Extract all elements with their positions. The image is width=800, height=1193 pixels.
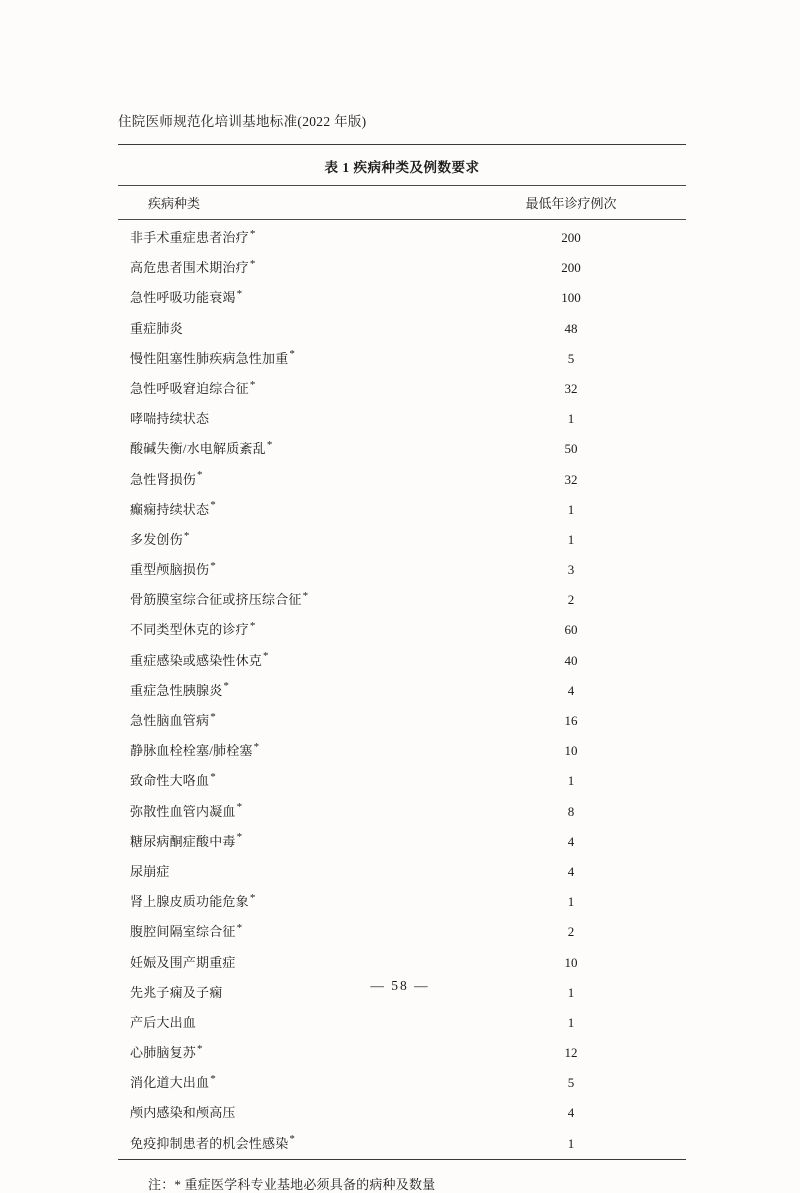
table-row [118, 493, 686, 523]
disease-name-text: 肾上腺皮质功能危象 [130, 894, 249, 910]
footnote-marker: * [210, 771, 216, 784]
disease-name [118, 825, 456, 855]
disease-name-text: 糖尿病酮症酸中毒 [130, 833, 236, 849]
disease-name-text: 静脉血栓栓塞/肺栓塞 [130, 743, 253, 759]
disease-count: 60 [564, 622, 578, 638]
footnote-marker: * [236, 801, 243, 814]
disease-name-text: 重型颅脑损伤 [130, 562, 210, 578]
table-row [118, 553, 686, 583]
disease-count: 2 [567, 592, 575, 608]
disease-count: 12 [564, 1045, 578, 1061]
page-content [118, 110, 686, 1193]
table-row [118, 704, 686, 734]
disease-name [118, 1127, 456, 1157]
footnote-marker: * [249, 257, 256, 270]
disease-name-text: 酸碱失衡/水电解质紊乱 [130, 441, 266, 457]
disease-name [118, 1006, 456, 1036]
table-header-row [118, 186, 686, 220]
table-row [118, 1006, 686, 1036]
disease-count: 8 [567, 803, 575, 819]
disease-count: 32 [564, 380, 578, 396]
table-row [118, 433, 686, 463]
disease-name-text: 重症感染或感染性休克 [130, 652, 263, 668]
column-header-disease: 疾病种类 [148, 196, 201, 211]
disease-name-text: 慢性阻塞性肺疾病急性加重 [130, 350, 289, 366]
disease-name [118, 342, 456, 372]
footnote-marker: * [249, 620, 256, 633]
table-row [118, 674, 686, 704]
table-row [118, 342, 686, 372]
table-body [118, 220, 686, 1158]
running-head: 住院医师规范化培训基地标准(2022 年版) [118, 114, 367, 129]
disease-name-text: 弥散性血管内凝血 [130, 803, 236, 819]
disease-name-text: 癫痫持续状态 [130, 501, 210, 517]
table-row [118, 735, 686, 765]
table-head [118, 186, 686, 220]
disease-name [118, 220, 456, 252]
disease-name [118, 403, 456, 433]
disease-count: 100 [561, 290, 581, 306]
table-row [118, 220, 686, 252]
disease-count: 1 [567, 894, 575, 910]
disease-count: 5 [567, 350, 575, 366]
disease-name [118, 372, 456, 402]
disease-name [118, 493, 456, 523]
disease-name-text: 重症肺炎 [130, 320, 183, 336]
disease-name-text: 高危患者围术期治疗 [130, 260, 249, 276]
footnote-marker: * [210, 499, 216, 512]
disease-count: 200 [561, 260, 581, 276]
footnote-marker: * [236, 921, 243, 934]
table-row [118, 825, 686, 855]
table-row [118, 795, 686, 825]
disease-count: 3 [567, 562, 575, 578]
disease-name [118, 252, 456, 282]
disease-count: 32 [564, 471, 578, 487]
disease-name-text: 消化道大出血 [130, 1075, 210, 1091]
table-row [118, 523, 686, 553]
table-row [118, 372, 686, 402]
table-row [118, 1097, 686, 1127]
disease-name-text: 产后大出血 [130, 1014, 197, 1030]
disease-name [118, 855, 456, 885]
disease-name [118, 433, 456, 463]
disease-name-text: 致命性大咯血 [130, 773, 210, 789]
table-caption [118, 145, 686, 185]
disease-count: 1 [567, 411, 575, 427]
disease-count: 10 [564, 743, 578, 759]
table-row [118, 403, 686, 433]
disease-name [118, 644, 456, 674]
table-row [118, 463, 686, 493]
disease-name [118, 735, 456, 765]
disease-count: 1 [567, 1135, 575, 1151]
footnote-marker: * [210, 710, 216, 723]
disease-name-text: 心肺脑复苏 [130, 1045, 197, 1061]
disease-name-text: 妊娠及围产期重症 [130, 954, 236, 970]
disease-count: 1 [567, 501, 575, 517]
footnote-marker: * [289, 348, 296, 361]
disease-count: 4 [567, 833, 575, 849]
disease-name [118, 614, 456, 644]
footnote-marker: * [249, 378, 256, 391]
footnote-marker: * [197, 1042, 203, 1055]
disease-count: 5 [567, 1075, 575, 1091]
disease-count: 1 [567, 531, 575, 547]
disease-name [118, 463, 456, 493]
table-row [118, 886, 686, 916]
footnote-marker: * [236, 288, 243, 301]
table-row [118, 1067, 686, 1097]
table-note: 注：* 重症医学科专业基地必须具备的病种及数量 [148, 1177, 436, 1193]
footnote-marker: * [223, 680, 230, 693]
disease-name-text: 先兆子痫及子痫 [130, 984, 223, 1000]
footnote-marker: * [289, 1133, 296, 1146]
disease-name-text: 重症急性胰腺炎 [130, 682, 223, 698]
disease-name-text: 急性呼吸功能衰竭 [130, 290, 236, 306]
disease-name-text: 急性脑血管病 [130, 713, 210, 728]
table-row [118, 1127, 686, 1157]
footnote-marker: * [249, 891, 256, 904]
footnote-marker: * [302, 589, 309, 602]
table-row [118, 312, 686, 342]
disease-name [118, 946, 456, 976]
disease-name-text: 急性呼吸窘迫综合征 [130, 380, 249, 396]
disease-name [118, 886, 456, 916]
column-header-count: 最低年诊疗例次 [525, 196, 617, 211]
disease-count: 50 [564, 441, 578, 457]
disease-count: 4 [567, 863, 575, 879]
disease-name [118, 795, 456, 825]
disease-count: 1 [567, 984, 575, 1000]
footnote-marker: * [210, 1072, 216, 1085]
table-row [118, 614, 686, 644]
disease-name [118, 584, 456, 614]
footnote-marker: * [210, 559, 216, 572]
disease-name-text: 颅内感染和颅高压 [130, 1105, 236, 1121]
footnote-marker: * [266, 438, 273, 451]
disease-count: 40 [564, 652, 578, 668]
disease-name [118, 765, 456, 795]
disease-count: 1 [567, 773, 575, 789]
table-row [118, 916, 686, 946]
table-row [118, 1036, 686, 1066]
disease-name [118, 1067, 456, 1097]
footnote-marker: * [253, 740, 260, 753]
disease-name [118, 523, 456, 553]
disease-name [118, 282, 456, 312]
disease-name-text: 尿崩症 [130, 863, 170, 879]
disease-count: 2 [567, 924, 575, 940]
disease-name [118, 1097, 456, 1127]
table-row [118, 584, 686, 614]
table-row [118, 765, 686, 795]
disease-count: 200 [456, 220, 686, 252]
disease-count: 4 [567, 682, 575, 698]
footnote-marker: * [236, 831, 243, 844]
disease-count: 48 [564, 320, 578, 336]
table-row [118, 644, 686, 674]
disease-count: 4 [567, 1105, 575, 1121]
disease-name [118, 674, 456, 704]
disease-requirements-table [118, 186, 686, 1157]
disease-name-text: 急性肾损伤 [130, 471, 197, 487]
disease-name [118, 312, 456, 342]
footnote-marker: * [249, 227, 256, 240]
disease-name-text: 多发创伤 [130, 531, 183, 547]
disease-name-text: 骨筋膜室综合征或挤压综合征 [130, 592, 302, 608]
disease-name [118, 704, 456, 734]
disease-name-text: 免疫抑制患者的机会性感染 [130, 1135, 289, 1151]
disease-name [118, 553, 456, 583]
disease-name-text: 腹腔间隔室综合征 [130, 924, 236, 940]
table-caption-text: 表 1 疾病种类及例数要求 [324, 160, 480, 175]
disease-name-text: 非手术重症患者治疗 [130, 230, 249, 245]
disease-name-text: 哮喘持续状态 [130, 411, 210, 427]
footnote-marker: * [263, 650, 269, 663]
table-row [118, 855, 686, 885]
disease-count: 16 [564, 713, 578, 728]
disease-name-text: 不同类型休克的诊疗 [130, 622, 249, 638]
disease-count: 1 [567, 1014, 575, 1030]
disease-name [118, 916, 456, 946]
table-row [118, 946, 686, 976]
page-number: — 58 — [370, 978, 430, 993]
table-row [118, 282, 686, 312]
table-row [118, 252, 686, 282]
disease-count: 10 [564, 954, 578, 970]
disease-name [118, 1036, 456, 1066]
footnote-marker: * [183, 529, 190, 542]
footnote-marker: * [197, 469, 203, 482]
